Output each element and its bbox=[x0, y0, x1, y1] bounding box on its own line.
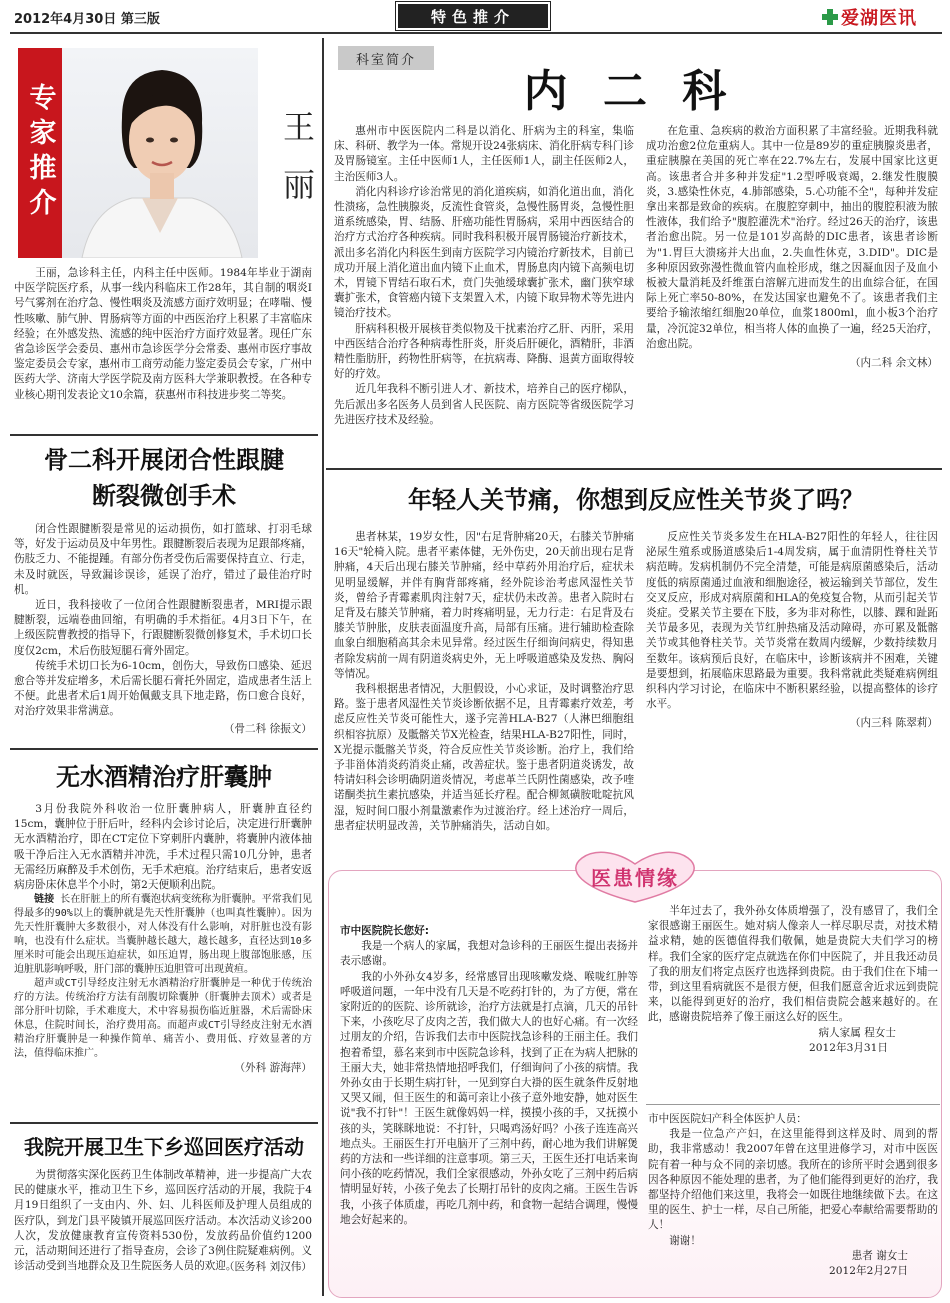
logo-cross-icon bbox=[822, 9, 838, 25]
arthritis-col2: 反应性关节炎多发生在HLA-B27阳性的年轻人，往往因泌尿生殖系或肠道感染后1-4周发病，属于血清阴性脊柱关节病范畴。发病机制仍不完全清楚，可能是病原菌感染后，活动度低的病原菌通过血液和细胞途径，被运输到关节部位，发生交叉反应，形成对病原菌和HLA的免疫复合物，从而引起关节炎症。受累关节主要在下肢，多为非对称性，以膝、踝和趾跖关节最多见，表现为关节红肿热痛及活动障碍，亦可累及骶髂关节或其他脊柱关节。关节炎常在数周内缓解，少数持续数月至数年。该病预后良好，在临床中，诊断该病并不困难，关键是要想到，拓展临床思路最为重要。我科常就此类疑难病例组织科内学习讨论，在临床中不断积累经验，以提高整体的诊疗水平。 （内三科 陈翠莉） bbox=[646, 531, 938, 730]
letter2-signature: 患者 谢女士 bbox=[851, 1249, 908, 1262]
bone-body: 闭合性跟腱断裂是常见的运动损伤，如打篮球、打羽毛球等，好发于运动员及中年男性。跟腱断裂后表现为足跟部疼痛，伤肢乏力、不能提踵。有部分伤者受伤后需要保持直立、行走，未及时就医，导致漏诊误诊，延误了治疗，错过了最佳治疗时机。 近日，我科接收了一位闭合性跟腱断裂患者，MRI提示跟腱断裂，远端卷曲回缩，有明确的手术指征。4月3日下午，在上级医院曹教授的指导下，行跟腱断裂微创修复术，手术切口长度仅2cm，术后伤肢短腿石膏外固定。 传统手术切口长为6-10cm，创伤大，导致伤口感染、延迟愈合等并发症增多，术后需长腿石膏托外固定，造成患者生活上不便。此患者术后1周开始佩戴支具下地走路，伤口愈合良好，对治疗效果非常满意。 （骨二科 徐振文） bbox=[14, 523, 312, 735]
expert-bio: 王丽，急诊科主任，内科主任中医师。1984年毕业于湖南中医学院医疗系，从事一线内科临床工作28年，其自制的咽炎Ⅰ号气雾剂在治疗急、慢性咽炎及流感方面疗效明显；在哮喘、慢性咳嗽、肺气肿、胃肠病等方面的中西医治疗上积累了丰富临床经验；在外感发热、流感的纯中医治疗方面疗效显著。现任广东省急诊医学会委员、惠州市急诊医学分会常委、惠州市医疗事故鉴定委员会专家，惠州市工商劳动能力鉴定委员会专家，广州中医药大学、济南大学医学院及南方医科大学兼职教授。在各种专业核心期刊发表论文10余篇，获惠州市科技进步奖二等奖。 bbox=[14, 267, 312, 401]
letter1-signature: 病人家属 程女士 bbox=[818, 1026, 896, 1039]
section-banner bbox=[398, 4, 548, 28]
divider-2 bbox=[10, 748, 318, 750]
feedback-header bbox=[560, 848, 710, 904]
rural-headline: 我院开展卫生下乡巡回医疗活动 bbox=[24, 1135, 304, 1159]
dept-col2: 在危重、急疾病的救治方面积累了丰富经验。近期我科就成功治愈2位危重病人。其中一位是89岁的重症胰腺炎患者，重症胰腺在美国的死亡率在22.7%左右，发展中国家比这更高。该患者合并多种并发症"1.2型呼吸衰竭，2.继发性腹膜炎，3.感染性休克，4.肺部感染，5.心功能不全"，每种并发症拿出来都是致命的疾病。在腹腔穿刺中，抽出的腹腔积液为脓性液体，我们给予"腹腔灌洗术"治疗。经过26天的治疗，该患者治愈出院。另一位是101岁高龄的DIC患者，该患者诊断为"1.胃巨大溃疡并大出血，2.失血性休克，3.DID"。DIC是多种原因致弥漫性微血管内血栓形成，继之因凝血因子及血小板被大量消耗及纤维蛋白溶解亢进而发生的出血综合征，在国际上死亡率50-80%，在发达国家也避免不了。该患者我们主要给予输浓缩红细胞20单位，血浆1800ml，血小板3个治疗量，冷沉淀32单位，相当将人体的血换了一遍，经25天治疗，治愈出院。 （内二科 余文林） bbox=[646, 125, 938, 370]
letter2: 市中医医院妇产科全体医护人员： 我是一位急产产妇，在这里能得到这样及时、周到的帮助，我非常感动！我2007年曾在这里进修学习，对市中医医院有着一种与众不同的亲切感。我所在的诊所平时会遇到很多因各种原因不能处理的患者，为了他们能得到更好的治疗，我都坚持介绍他们来这里，我将会一如既往地继续做下去。在这里的医生、护士一样，尽自己所能，把爱心奉献给需要帮助的人！ 谢谢！ 患者 谢女士 2012年2月27日 bbox=[648, 1113, 938, 1277]
letter1-col1: 市中医院院长您好: 我是一个病人的家属，我想对急诊科的王丽医生提出表扬并表示感谢。 我的小外孙女4岁多，经常感冒出现咳嗽发烧、喉咙红肿等呼吸道问题，一年中没有几天是不吃药打针的，为了方便，常在家附近的的医院、诊所就诊，治疗方法就是打点滴，几天的吊针下来，小孩吃尽了皮肉之苦，我们做大人的也好心痛。有一次经过朋友的介绍，告诉我们去市中医院找急诊科的王丽主任。我们抱着希望，慕名来到市中医院急诊科，找到了正在为病人把脉的王丽大夫，她非常热情地招呼我们，仔细询问了小孩的病情。我外孙女由于长期生病打针，一见到穿白大褂的医生就条件反射地又哭又闹，但王医生的和蔼可亲让小孩子意外地安静，她对医生说"我不打针"！王医生就像妈妈一样，摸摸小孩的手，又抚摸小孩的头，笑眯眯地说：不打针，只喝鸡汤好吗？小孩子连连高兴地点头。王丽医生打开电脑开了三剂中药，耐心地为我们讲解煲药的方法和一些详细的注意事项。第三天，王医生还打电话来询问小孩的吃药情况，我们全家很感动，外孙女吃了三剂中药后病情明显好转，小孩子免去了长期打吊针的皮肉之痛。王医生告诉我，小孩子体质虚，再吃几剂中药，和食物一起结合调理，慢慢地会好起来的。 bbox=[340, 925, 638, 1226]
arthritis-signature: （内三科 陈翠莉） bbox=[849, 717, 938, 730]
brand-logo bbox=[822, 4, 944, 30]
liver-signature: （外科 游海萍） bbox=[234, 1062, 312, 1075]
feedback-label: 医患情缘 bbox=[591, 865, 679, 890]
rural-body: 为贯彻落实深化医药卫生体制改革精神，进一步提高广大农民的健康水平，推动卫生下乡，巡回医疗活动的开展，我院于4月19日组织了一支由内、外、妇、儿科医师及护理人员组成的医疗队，到龙门县平陵镇开展巡回医疗活动。本次活动义诊200人次，发放健康教育宣传资料530份，发放药品价值约1200元，活动期间还进行了指导查房，会诊了3例住院疑难病例。义诊活动受到当地群众及卫生院医务人员的欢迎。 （医务科 刘汉伟） bbox=[14, 1169, 312, 1274]
dept-label: 科室简介 bbox=[338, 46, 434, 70]
liver-body: 3月份我院外科收治一位肝囊肿病人，肝囊肿直径约15cm，囊肿位于肝后叶，经科内会诊讨论后，决定进行肝囊肿无水酒精治疗，即在CT定位下穿刺肝内囊肿，将囊肿内液体抽吸干净后注入无水酒精并冲洗，手术过程只需10几分钟，患者无需经历麻醉及手术创伤，无手术疤痕。治疗结束后，患者安返病房卧床休息半个小时，第2天便顺利出院。 链接 长在肝脏上的所有囊泡状病变统称为肝囊肿。平常我们见得最多的90%以上的囊肿就是先天性肝囊肿（也叫真性囊肿）。因为先天性肝囊肿大多数很小，对人体没有什么影响，对肝脏也没有影响，也没有什么症状。当囊肿越长越大，越长越多，直径达到10多厘米时可能会出现压迫症状，如压迫胃，肠出现上腹部饱胀感，压迫脏肌影响呼吸，肝门部的囊肿压迫胆管可出现黄疸。 超声或CT引导经皮注射无水酒精治疗肝囊肿是一种优于传统治疗的方法。传统治疗方法有剖腹切除囊肿（肝囊肿去顶术）或者是部分肝叶切除，手术难度大，术中容易损伤临近脏器，术后需卧床休息，住院时间长，治疗费用高。而超声或CT引导经皮注射无水酒精治疗肝囊肿是一种操作简单、痛苦小、费用低、疗效显著的方法，值得临床推广。 （外科 游海萍） bbox=[14, 803, 312, 1075]
arthritis-col1: 患者林某，19岁女性，因"右足背肿痛20天，右膝关节肿痛16天"轮椅入院。患者平素体健，无外伤史，20天前出现右足背肿痛，4天后出现右膝关节肿痛，经中草药外用治疗后，症状未见明显缓解，并伴有胸背部疼痛，经外院诊治考虑风湿性关节炎，曾给予青霉素肌肉注射7天，症状仍未改善。患者入院时右足背及右膝关节肿痛，着力时疼痛明显，无力行走：右足背及右膝关节肿胀，皮肤表面温度升高，局部有压痛。进行辅助检查除血象白细胞稍高其余未见异常。经过医生仔细询问病史，得知患者除发病前一周有阴道炎病史外，无上呼吸道感染及发热、胸闷等情况。 我科根据患者情况，大胆假设，小心求证，及时调整治疗思路。鉴于患者风湿性关节炎诊断依据不足，且青霉素疗效差，考虑反应性关节炎可能性大，遂予完善HLA-B27（人淋巴细胞组织相容抗原）及骶髂关节X光检查，结果HLA-B27阳性，同时，X光提示骶髂关节炎，符合反应性关节炎诊断。治疗上，我们给予非甾体消炎药消炎止痛，改善症状。鉴于患者阴道炎诱发，故特请妇科会诊明确阴道炎情况，考虑革兰氏阴性菌感染，改予喹诺酮类抗生素抗感染，并适当延长疗程。配合柳氮磺胺吡啶抗风湿，短时间口服小剂量激素作为过渡治疗。经上述治疗一周后，患者症状明显改善，关节肿痛消失，活动自如。 bbox=[334, 531, 634, 832]
letter1-date: 2012年3月31日 bbox=[809, 1041, 888, 1054]
letter1-col2: 半年过去了，我外孙女体质增强了，没有感冒了，我们全家很感谢王丽医生。她对病人像亲人一样尽职尽责，对技术精益求精，她的医德值得我们敬佩，她是贵院大夫们学习的榜样。我们全家的医疗定点就选在你们中医院了，并且我还动员了我的朋友们将定点医疗也选择到贵院。由于我们住在下埔一带，到这里看病就医不是很方便，但我们愿意舍近求远到贵院来，以能得到更好的治疗，我们相信贵院会越来越好的。在此，感谢贵院培养了像王丽这么好的医生。 病人家属 程女士 2012年3月31日 bbox=[648, 905, 938, 1054]
expert-name: 王丽 bbox=[278, 110, 316, 226]
expert-tag: 专家推介 bbox=[18, 48, 62, 258]
divider-3 bbox=[10, 1122, 318, 1124]
issue-date: 2012年4月30日 第三版 bbox=[14, 12, 160, 27]
letter2-date: 2012年2月27日 bbox=[829, 1264, 908, 1277]
column-separator bbox=[322, 38, 324, 1296]
brand-name: 爱湖医讯 bbox=[841, 8, 917, 29]
dept-title: 内 二 科 bbox=[523, 66, 737, 117]
header-rule bbox=[10, 32, 942, 34]
liver-headline: 无水酒精治疗肝囊肿 bbox=[56, 763, 272, 791]
divider-1 bbox=[10, 434, 318, 436]
link-label: 链接 bbox=[34, 894, 55, 906]
arthritis-headline: 年轻人关节痛，你想到反应性关节炎了吗？ bbox=[408, 486, 864, 514]
dept-col1: 惠州市中医医院内二科是以消化、肝病为主的科室，集临床、科研、教学为一体。常规开设24张病床、消化肝病专科门诊及胃肠镜室。主任中医师1人，主任医师1人，副主任医师2人，主治医师3人。 消化内科诊疗诊治常见的消化道疾病，如消化道出血，消化性溃疡，急性胰腺炎，反流性食管炎，急慢性肠胃炎，急慢性胆道系统感染，胃、结肠、肝癌功能性胃肠病，采用中西医结合的治疗方式治疗各种疾病。同时我科积极开展胃肠镜治疗新技术，派出多名消化内科医生到南方医院学习内镜治疗新技术，目前已成功开展上消化道出血内镜下止血术，胃肠息肉内镜下高频电切术，胃镜下胃结石取石术，贲门失弛缓球囊扩张术，幽门狭窄球囊扩张术，食管癌内镜下支架置入术，内镜下取异物术等先进内镜治疗技术。 肝病科积极开展核苷类似物及干扰素治疗乙肝、丙肝，采用中西医结合治疗各种病毒性肝炎，肝炎后肝硬化，酒精肝，非酒精性脂肪肝，药物性肝病等，在抗病毒、降酶、退黄方面取得较好的疗效。 近几年我科不断引进人才、新技术，培养自己的医疗梯队，先后派出多名医务人员到省人民医院、南方医院等省级医院学习先进医疗技术及经验。 bbox=[334, 125, 634, 426]
expert-photo bbox=[62, 48, 258, 258]
letter-divider bbox=[646, 1104, 940, 1105]
dept-signature: （内二科 余文林） bbox=[849, 357, 938, 370]
bone-signature: （骨二科 徐振文） bbox=[223, 722, 312, 735]
divider-4 bbox=[326, 468, 942, 470]
section-title: 特色推介 bbox=[430, 7, 515, 26]
bone-headline: 骨二科开展闭合性跟腱 断裂微创手术 bbox=[44, 446, 284, 510]
rural-signature: （医务科 刘汉伟） bbox=[223, 1261, 312, 1274]
